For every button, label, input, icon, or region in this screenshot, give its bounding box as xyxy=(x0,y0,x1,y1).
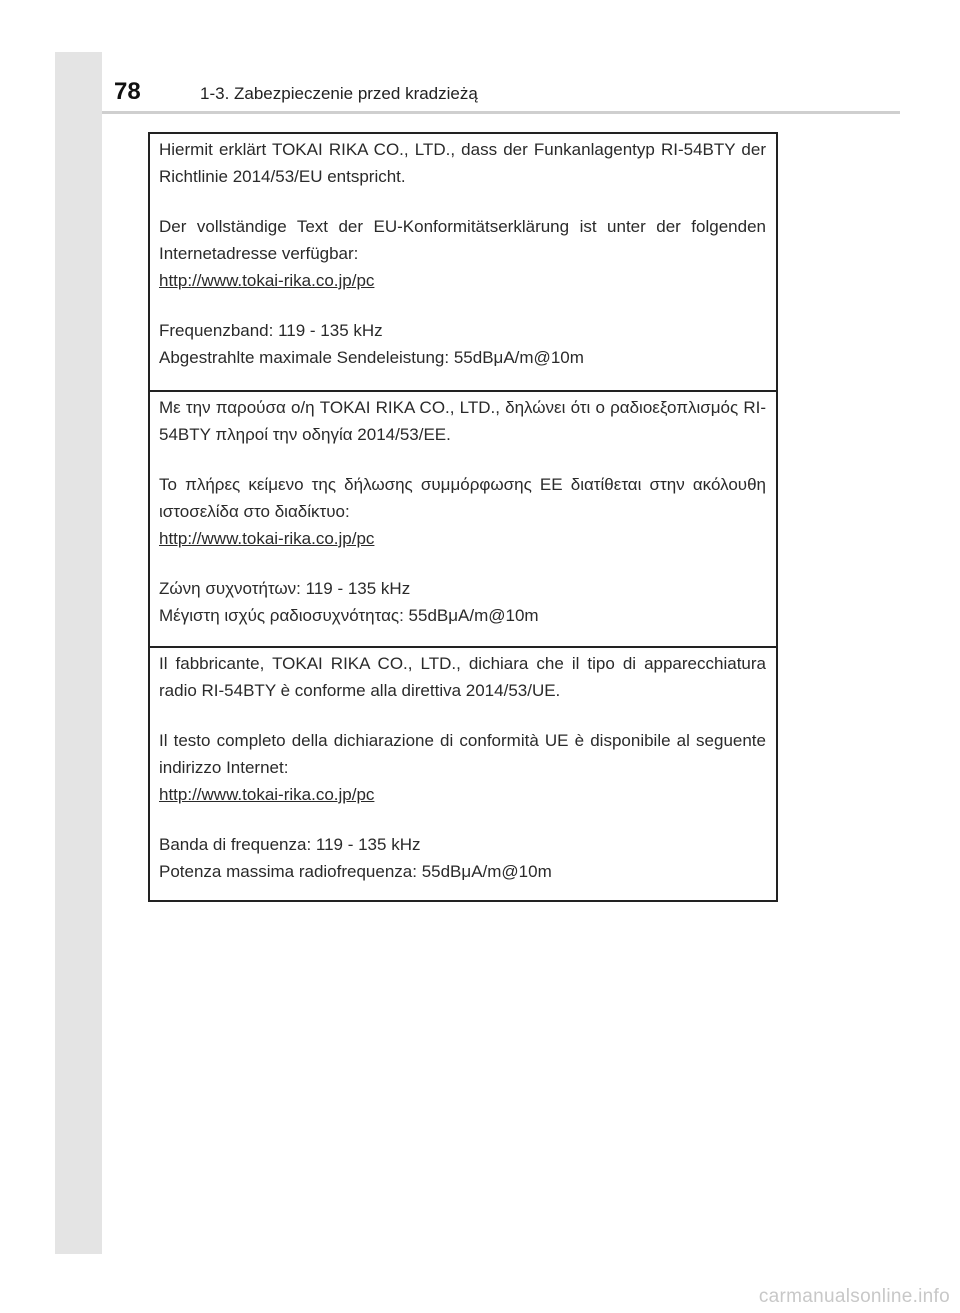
declaration-block-greek xyxy=(150,392,776,648)
header-divider xyxy=(102,111,900,114)
declaration-link[interactable]: http://www.tokai-rika.co.jp/pc xyxy=(159,785,375,804)
availability-text: Der vollständige Text der EU-Konformitätserklärung ist unter der folgenden Internetadresse verfügbar: xyxy=(159,217,766,263)
frequency-band: Banda di frequenza: 119 - 135 kHz xyxy=(159,835,421,854)
conformity-statement: Με την παρούσα ο/η TOKAI RIKA CO., LTD., δηλώνει ότι ο ραδιοεξοπλισμός RI-54BTY πληροί την οδηγία 2014/53/ΕΕ. xyxy=(159,398,766,444)
declaration-block-german xyxy=(150,134,776,392)
frequency-band: Frequenzband: 119 - 135 kHz xyxy=(159,321,383,340)
availability-text: Il testo completo della dichiarazione di conformità UE è disponibile al seguente indirizzo Internet: xyxy=(159,731,766,777)
max-power: Potenza massima radiofrequenza: 55dBμA/m@10m xyxy=(159,862,552,881)
declaration-block-italian xyxy=(150,648,776,900)
frequency-band: Ζώνη συχνοτήτων: 119 - 135 kHz xyxy=(159,579,411,598)
side-margin-bar xyxy=(55,52,102,1254)
page-header xyxy=(102,52,900,114)
declaration-link[interactable]: http://www.tokai-rika.co.jp/pc xyxy=(159,271,375,290)
page-number: 78 xyxy=(114,78,141,105)
declaration-link[interactable]: http://www.tokai-rika.co.jp/pc xyxy=(159,529,375,548)
section-title: 1-3. Zabezpieczenie przed kradzieżą xyxy=(200,84,478,103)
watermark-text: carmanualsonline.info xyxy=(758,1286,950,1307)
conformity-statement: Hiermit erklärt TOKAI RIKA CO., LTD., dass der Funkanlagentyp RI-54BTY der Richtlinie 2014/53/EU entspricht. xyxy=(159,140,766,186)
conformity-statement: Il fabbricante, TOKAI RIKA CO., LTD., dichiara che il tipo di apparecchiatura radio RI-54BTY è conforme alla direttiva 2014/53/UE. xyxy=(159,654,766,700)
declaration-table xyxy=(148,132,778,902)
max-power: Μέγιστη ισχύς ραδιοσυχνότητας: 55dBμA/m@10m xyxy=(159,606,539,625)
availability-text: Το πλήρες κείμενο της δήλωσης συμμόρφωσης ΕΕ διατίθεται στην ακόλουθη ιστοσελίδα στο διαδίκτυο: xyxy=(159,475,766,521)
max-power: Abgestrahlte maximale Sendeleistung: 55dBμA/m@10m xyxy=(159,348,584,367)
